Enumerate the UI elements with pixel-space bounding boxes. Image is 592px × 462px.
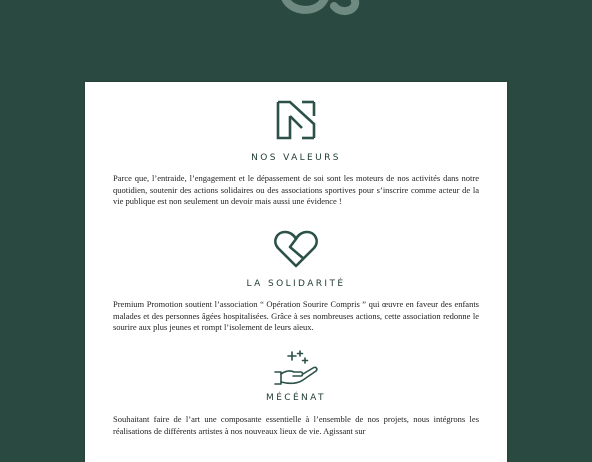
content-card [85,82,507,462]
heart-icon [273,229,319,269]
hand-sparkles-icon [273,350,319,386]
section-title-values: NOS VALEURS [251,153,341,163]
section-text-solidarity: Premium Promotion soutient l’association “ Opération Sourire Compris ” qui œuvre en faveur des enfants malades et des personnes âgées hospitalisées. Grâce à ses nombreuses actions, cette association redonne le sourire aux plus jeunes et rompt l’isolement de leurs aïeux. [113,299,479,333]
m-monogram-icon [275,99,317,141]
section-title-patronage: MÉCÉNAT [266,393,326,403]
ampersand-logo-icon [272,0,372,16]
section-text-values: Parce que, l’entraide, l’engagement et le dépassement de soi sont les moteurs de nos activités dans notre quotidien, soutenir des actions solidaires ou des associations sportives pour s’inscrire comme acteur de la vie publique est non seulement un devoir mais aussi une évidence ! [113,173,479,207]
section-text-patronage: Souhaitant faire de l’art une composante essentielle à l’ensemble de nos projets, nous intégrons les réalisations de différents artistes à nos nouveaux lieux de vie. Agissant sur [113,414,479,436]
section-title-solidarity: LA SOLIDARITÉ [246,279,346,289]
